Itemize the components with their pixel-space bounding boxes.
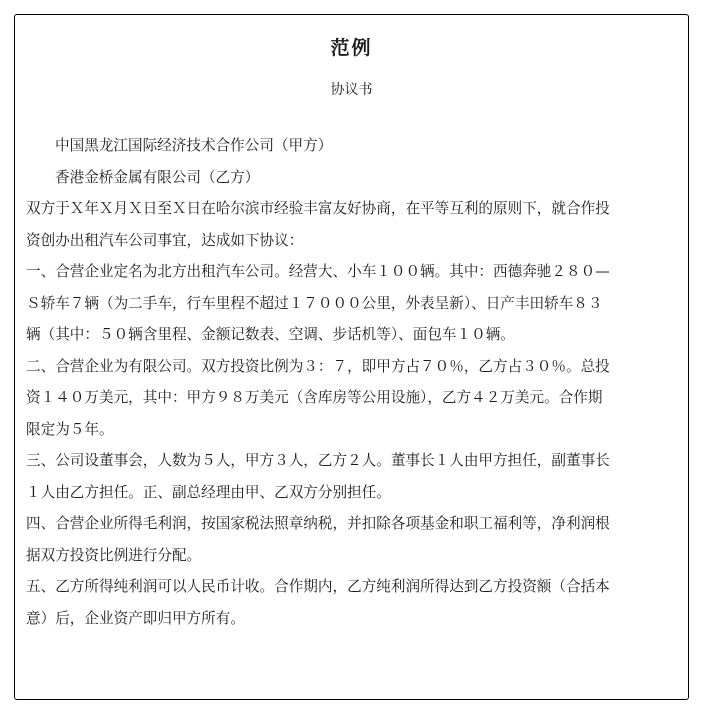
preamble-line: 双方于Ｘ年Ｘ月Ｘ日至Ｘ日在哈尔滨市经验丰富友好协商，在平等互利的原则下，就合作投 xyxy=(26,200,610,217)
clause-line: 二、合营企业为有限公司。双方投资比例为３：７，即甲方占７０％，乙方占３０％。总投 xyxy=(26,357,610,375)
clause-line: Ｓ轿车７辆（为二手车，行车里程不超过１７０００公里，外表呈新）、日产丰田轿车８３ xyxy=(26,294,603,312)
document-title: 范例 xyxy=(330,37,373,59)
clause-line: 意）后，企业资产即归甲方所有。 xyxy=(26,609,245,627)
agreement-body xyxy=(26,130,684,634)
clause-line: 三、公司设董事会，人数为５人，甲方３人，乙方２人。董事长１人由甲方担任，副董事长 xyxy=(26,452,610,469)
clause-line: 据双方投资比例进行分配。 xyxy=(26,546,202,564)
clause-3 xyxy=(26,445,684,508)
clause-2 xyxy=(26,351,684,446)
preamble xyxy=(26,193,684,256)
preamble-line: 资创办出租汽车公司事宜，达成如下协议： xyxy=(26,231,304,249)
clause-line: 一、合营企业定名为北方出租汽车公司。经营大、小车１００辆。其中：西德奔驰２８０— xyxy=(26,263,610,280)
clause-line: １人由乙方担任。正、副总经理由甲、乙双方分别担任。 xyxy=(26,483,391,501)
clause-5 xyxy=(26,571,684,634)
party-a: 中国黑龙江国际经济技术合作公司（甲方） xyxy=(55,137,333,154)
clause-1 xyxy=(26,256,684,351)
clause-line: 限定为５年。 xyxy=(26,420,114,438)
clause-line: 资１４０万美元，其中：甲方９８万美元（含库房等公用设施），乙方４２万美元。合作期 xyxy=(26,389,603,406)
document-subtitle: 协议书 xyxy=(330,82,373,98)
clause-line: 五、乙方所得纯利润可以人民币计收。合作期内，乙方纯利润所得达到乙方投资额（合括本 xyxy=(26,578,610,595)
party-b: 香港金桥金属有限公司（乙方） xyxy=(55,168,260,186)
clause-4 xyxy=(26,508,684,571)
clause-line: 四、合营企业所得毛利润，按国家税法照章纳税，并扣除各项基金和职工福利等，净利润根 xyxy=(26,515,610,532)
clause-line: 辆（其中：５０辆含里程、金额记数表、空调、步话机等）、面包车１０辆。 xyxy=(26,326,515,343)
